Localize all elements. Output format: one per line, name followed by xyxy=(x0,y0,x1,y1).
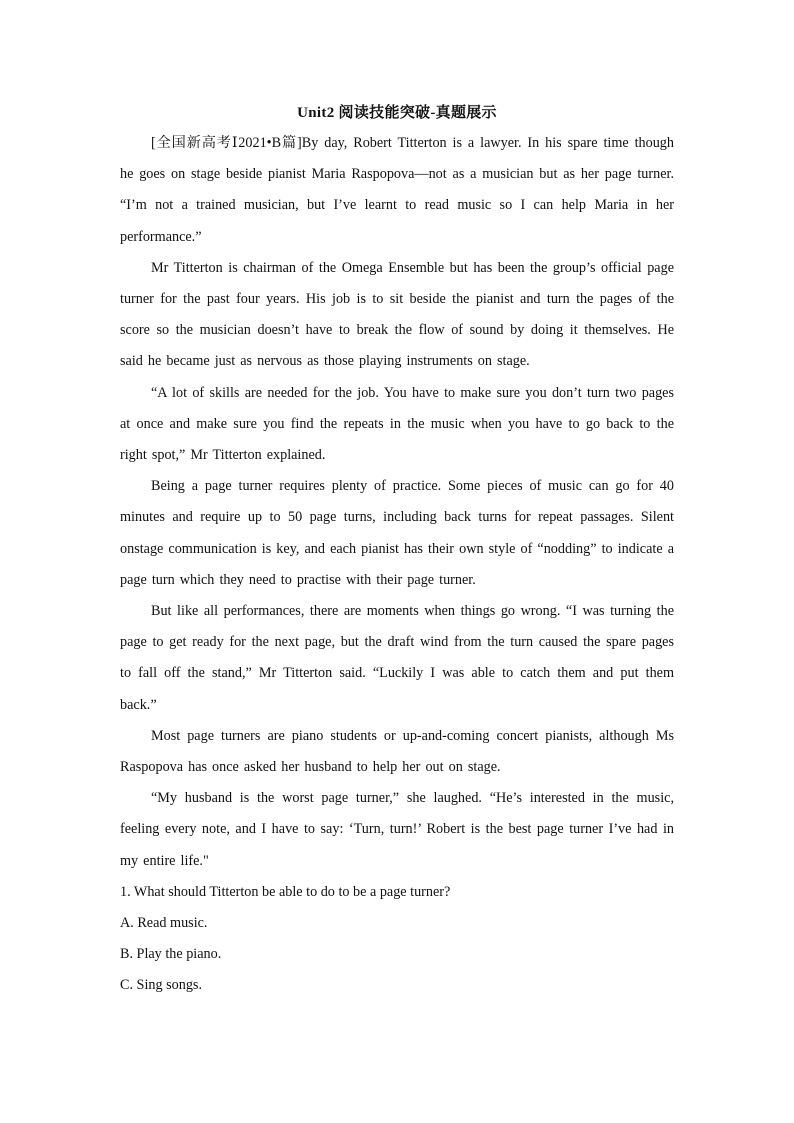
paragraph-5: But like all performances, there are moments when things go wrong. “I was turning the page to get ready for the next page, but the draft wind from the turn caused the spare pages to fall off the stand,” Mr Titterton said. “Luckily I was able to catch them and put them back.” xyxy=(120,603,674,713)
option-b: B. Play the piano. xyxy=(120,946,222,963)
paragraph-4: Being a page turner requires plenty of practice. Some pieces of music can go for 40 minutes and require up to 50 page turns, including back turns for repeat passages. Silent onstage communication is key, and each pianist has their own style of “nodding” to indicate a page turn which they need to practise with their page turner. xyxy=(120,478,674,588)
document-title: Unit2 阅读技能突破-真题展示 xyxy=(297,105,497,121)
paragraph-3: “A lot of skills are needed for the job. You have to make sure you don’t turn two pages at once and make sure you find the repeats in the music when you have to go back to the right spot,” Mr Titterton explained. xyxy=(120,384,674,464)
option-a: A. Read music. xyxy=(120,915,208,932)
question-1: 1. What should Titterton be able to do to be a page turner? xyxy=(120,883,451,900)
paragraph-1: [全国新高考Ⅰ2021•B篇]By day, Robert Titterton is a lawyer. In his spare time though he goes on stage beside pianist Maria Raspopova—not as a musician but as her page turner. “I’m not a trained musician, but I’ve learnt to read music so I can help Maria in her performance.” xyxy=(120,135,674,245)
option-c: C. Sing songs. xyxy=(120,977,202,994)
paragraph-6: Most page turners are piano students or up-and-coming concert pianists, although Ms Raspopova has once asked her husband to help her out on stage. xyxy=(120,727,674,776)
paragraph-7: “My husband is the worst page turner,” she laughed. “He’s interested in the music, feeling every note, and I have to say: ‘Turn, turn!’ Robert is the best page turner I’ve had in my entire life." xyxy=(120,790,674,869)
document-page xyxy=(120,98,674,1002)
paragraph-2: Mr Titterton is chairman of the Omega Ensemble but has been the group’s official page turner for the past four years. His job is to sit beside the pianist and turn the pages of the score so the musician doesn’t have to break the flow of sound by doing it themselves. He said he became just as nervous as those playing instruments on stage. xyxy=(120,259,674,370)
